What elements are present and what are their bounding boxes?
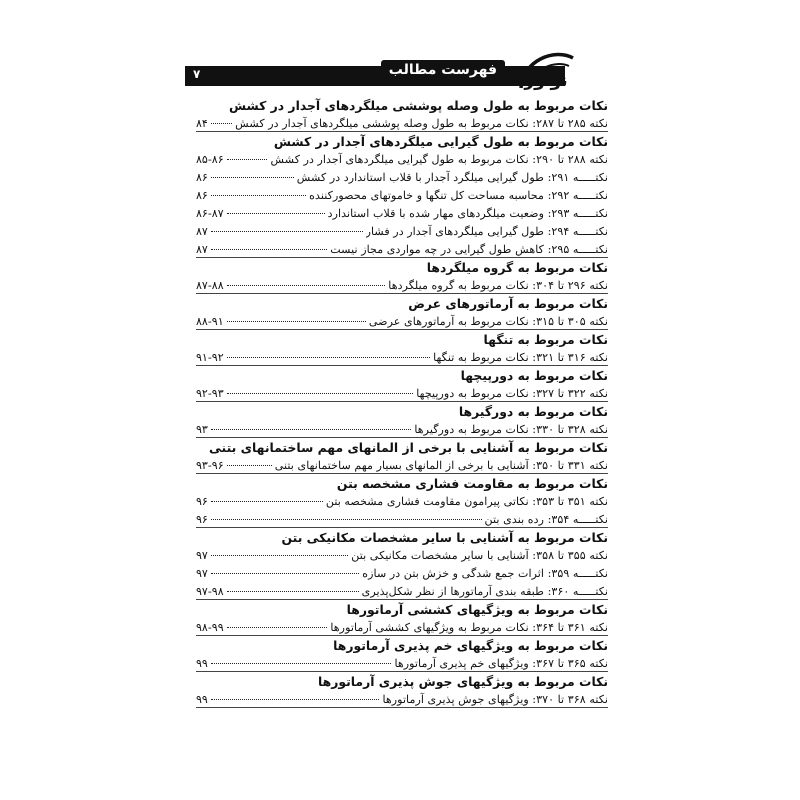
entry-page-number: ۹۹ xyxy=(196,657,208,670)
section-heading: نکات مربوط به آشنایی با سایر مشخصات مکانیکی بتن xyxy=(281,530,608,545)
dot-leader xyxy=(211,177,294,178)
entry-page-number: ۸۷ xyxy=(196,243,208,256)
entry-title: نکته ۳۲۸ تا ۳۳۰: نکات مربوط به دورگیرها xyxy=(414,423,608,436)
entry-page-number: ۸۴ xyxy=(196,117,208,130)
toc-entry[interactable] xyxy=(196,493,608,511)
dot-leader xyxy=(211,699,380,700)
toc-section xyxy=(196,132,608,258)
section-heading: نکات مربوط به مقاومت فشاری مشخصه بتن xyxy=(336,476,608,491)
svg-text:نوآور: نوآور xyxy=(524,71,568,91)
entry-title: نکتـــــه ۳۵۹: اثرات جمع شدگی و خزش بتن در سازه xyxy=(362,567,608,580)
entry-title: نکتـــــه ۳۶۰: طبقه بندی آرماتورها از نظر شکل‌پذیری xyxy=(361,585,608,598)
toc-section xyxy=(196,402,608,438)
toc-section xyxy=(196,672,608,708)
section-heading: نکات مربوط به دورپیچها xyxy=(460,368,608,383)
dot-leader xyxy=(227,627,328,628)
toc-section xyxy=(196,366,608,402)
toc-section xyxy=(196,528,608,600)
toc-section xyxy=(196,474,608,528)
entry-page-number: ۸۶-۸۷ xyxy=(196,207,224,220)
toc-entry[interactable] xyxy=(196,565,608,583)
entry-page-number: ۹۱-۹۲ xyxy=(196,351,224,364)
section-heading: نکات مربوط به ویژگیهای خم پذیری آرماتورها xyxy=(333,638,608,653)
dot-leader xyxy=(227,213,325,214)
entry-page-number: ۸۶ xyxy=(196,189,208,202)
dot-leader xyxy=(211,249,327,250)
dot-leader xyxy=(211,429,412,430)
toc-section xyxy=(196,258,608,294)
entry-page-number: ۹۷ xyxy=(196,549,208,562)
toc-entry[interactable] xyxy=(196,205,608,223)
toc-entry[interactable] xyxy=(196,115,608,133)
entry-title: نکتـــــه ۲۹۴: طول گیرایی میلگردهای آجدار در فشار xyxy=(365,225,608,238)
page-number: ۷ xyxy=(193,67,201,81)
dot-leader xyxy=(211,501,323,502)
dot-leader xyxy=(211,123,232,124)
entry-page-number: ۸۷-۸۸ xyxy=(196,279,224,292)
section-heading: نکات مربوط به آشنایی با برخی از المانهای مهم ساختمانهای بتنی xyxy=(209,440,608,455)
dot-leader xyxy=(211,519,482,520)
dot-leader xyxy=(211,195,306,196)
entry-page-number: ۹۹ xyxy=(196,693,208,706)
entry-title: نکته ۳۵۵ تا ۳۵۸: آشنایی با سایر مشخصات مکانیکی بتن xyxy=(351,549,608,562)
entry-title: نکتـــــه ۲۹۵: کاهش طول گیرایی در چه مواردی مجاز نیست xyxy=(330,243,608,256)
entry-title: نکته ۲۹۶ تا ۳۰۴: نکات مربوط به گروه میلگردها xyxy=(388,279,608,292)
entry-title: نکته ۳۶۸ تا ۳۷۰: ویژگیهای جوش پذیری آرماتورها xyxy=(382,693,608,706)
toc-entry[interactable] xyxy=(196,223,608,241)
toc-entry[interactable] xyxy=(196,151,608,169)
toc-section xyxy=(196,294,608,330)
dot-leader xyxy=(211,663,392,664)
dot-leader xyxy=(227,321,366,322)
entry-title: نکته ۲۸۵ تا ۲۸۷: نکات مربوط به طول وصله پوششی میلگردهای آجدار در کشش xyxy=(235,117,608,130)
entry-page-number: ۹۷ xyxy=(196,567,208,580)
section-heading: نکات مربوط به گروه میلگردها xyxy=(426,260,608,275)
toc-section xyxy=(196,96,608,132)
dot-leader xyxy=(227,285,386,286)
toc-section xyxy=(196,600,608,636)
entry-page-number: ۸۵-۸۶ xyxy=(196,153,224,166)
entry-title: نکتـــــه ۲۹۳: وضعیت میلگردهای مهار شده با قلاب استاندارد xyxy=(327,207,608,220)
page-title: فهرست مطالب xyxy=(381,60,505,80)
toc-entry[interactable] xyxy=(196,547,608,565)
entry-page-number: ۹۷-۹۸ xyxy=(196,585,224,598)
section-heading: نکات مربوط به طول وصله پوششی میلگردهای آجدار در کشش xyxy=(228,98,608,113)
dot-leader xyxy=(227,465,272,466)
dot-leader xyxy=(211,555,348,556)
entry-title: نکتـــــه ۳۵۴: رده بندی بتن xyxy=(484,513,608,526)
entry-page-number: ۹۲-۹۳ xyxy=(196,387,224,400)
entry-page-number: ۸۶ xyxy=(196,171,208,184)
section-heading: نکات مربوط به ویژگیهای جوش پذیری آرماتورها xyxy=(317,674,608,689)
section-heading: نکات مربوط به دورگیرها xyxy=(458,404,608,419)
entry-title: نکته ۳۳۱ تا ۳۵۰: آشنایی با برخی از المانهای بسیار مهم ساختمانهای بتنی xyxy=(274,459,608,472)
header-bar xyxy=(185,66,565,86)
section-heading: نکات مربوط به طول گیرایی میلگردهای آجدار در کشش xyxy=(273,134,608,149)
section-heading: نکات مربوط به تنگها xyxy=(483,332,608,347)
entry-title: نکته ۳۰۵ تا ۳۱۵: نکات مربوط به آرماتورهای عرضی xyxy=(368,315,608,328)
dot-leader xyxy=(211,573,359,574)
dot-leader xyxy=(227,159,268,160)
entry-page-number: ۹۸-۹۹ xyxy=(196,621,224,634)
entry-page-number: ۸۸-۹۱ xyxy=(196,315,224,328)
dot-leader xyxy=(227,393,414,394)
section-heading: نکات مربوط به آرماتورهای عرض xyxy=(408,296,608,311)
toc-section xyxy=(196,636,608,672)
entry-page-number: ۹۶ xyxy=(196,513,208,526)
table-of-contents xyxy=(196,96,608,708)
entry-title: نکته ۳۶۵ تا ۳۶۷: ویژگیهای خم پذیری آرماتورها xyxy=(394,657,608,670)
entry-page-number: ۹۶ xyxy=(196,495,208,508)
entry-title: نکتـــــه ۲۹۲: محاسبه مساحت کل تنگها و خاموتهای محصورکننده xyxy=(309,189,608,202)
entry-title: نکتـــــه ۲۹۱: طول گیرایی میلگرد آجدار با قلاب استاندارد در کشش xyxy=(296,171,608,184)
entry-title: نکته ۳۲۲ تا ۳۲۷: نکات مربوط به دورپیچها xyxy=(416,387,608,400)
section-heading: نکات مربوط به ویژگیهای کششی آرماتورها xyxy=(346,602,608,617)
publisher-logo xyxy=(515,48,577,94)
entry-page-number: ۹۳ xyxy=(196,423,208,436)
entry-title: نکته ۳۶۱ تا ۳۶۴: نکات مربوط به ویژگیهای کششی آرماتورها xyxy=(330,621,608,634)
entry-title: نکته ۳۵۱ تا ۳۵۳: نکاتی پیرامون مقاومت فشاری مشخصه بتن xyxy=(325,495,608,508)
toc-section xyxy=(196,330,608,366)
page-header xyxy=(185,52,615,92)
entry-title: نکته ۳۱۶ تا ۳۲۱: نکات مربوط به تنگها xyxy=(433,351,608,364)
entry-title: نکته ۲۸۸ تا ۲۹۰: نکات مربوط به طول گیرایی میلگردهای آجدار در کشش xyxy=(270,153,608,166)
toc-section xyxy=(196,438,608,474)
entry-page-number: ۹۳-۹۶ xyxy=(196,459,224,472)
dot-leader xyxy=(227,591,359,592)
toc-entry[interactable] xyxy=(196,169,608,187)
toc-entry[interactable] xyxy=(196,187,608,205)
dot-leader xyxy=(211,231,363,232)
entry-page-number: ۸۷ xyxy=(196,225,208,238)
dot-leader xyxy=(227,357,430,358)
